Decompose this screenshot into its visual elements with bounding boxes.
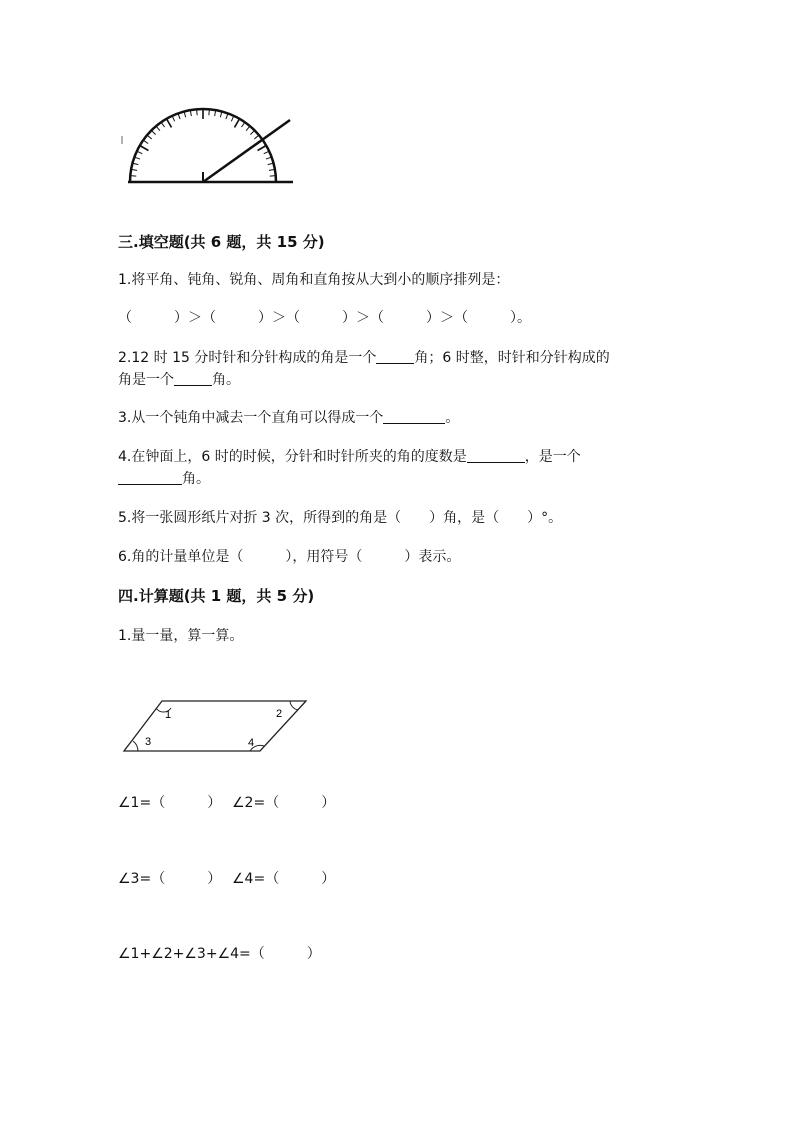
q4-blank-1[interactable]: [467, 448, 525, 463]
answer-angle-2: ∠2=（ ）: [232, 795, 336, 811]
q4-line2: [118, 468, 210, 490]
section4-title: 四.计算题(共 1 题，共 5 分): [118, 587, 315, 605]
answer-angle-4: ∠4=（ ）: [232, 871, 336, 887]
q2-line1: [118, 347, 610, 369]
q4-text-b: ，是一个: [524, 449, 581, 465]
section4-q1: 1.量一量，算一算。: [118, 628, 244, 644]
q3-text-a: 3.从一个钝角中减去一个直角可以得成一个: [118, 410, 384, 426]
angle-2-arc: [290, 701, 298, 710]
protractor-tick: [167, 119, 172, 128]
angle-label-3: 3: [145, 736, 152, 748]
q4-line1: [118, 446, 581, 468]
q3-blank[interactable]: [383, 409, 445, 424]
q4-text-a: 4.在钟面上，6 时的时候，分针和时针所夹的角的度数是: [118, 449, 467, 465]
protractor-tick: [258, 146, 267, 151]
q2-blank-2[interactable]: [174, 371, 212, 386]
q3-line: [118, 407, 459, 429]
section3-title: 三.填空题(共 6 题，共 15 分): [118, 233, 325, 251]
q2-text-a: 2.12 时 15 分时针和分针构成的角是一个: [118, 350, 377, 366]
protractor-tick: [140, 146, 149, 151]
angle-3-arc: [133, 741, 138, 751]
protractor-tick: [235, 119, 240, 128]
q3-text-b: 。: [445, 410, 460, 426]
q4-blank-2[interactable]: [118, 470, 182, 485]
angle-ray: [203, 120, 290, 182]
answer-angle-3: ∠3=（ ）: [118, 871, 222, 887]
q6-line: 6.角的计量单位是（ ），用符号（ ）表示。: [118, 549, 461, 565]
protractor-figure: [118, 100, 298, 190]
answer-angle-sum: ∠1+∠2+∠3+∠4=（ ）: [118, 946, 321, 962]
q1-line2: （ ）＞（ ）＞（ ）＞（ ）＞（ ）。: [118, 310, 531, 326]
q2-text-b: 角；6 时整，时针和分针构成的: [414, 350, 610, 366]
q2-text-c: 角是一个: [118, 372, 174, 388]
parallelogram-figure: [118, 692, 314, 758]
q5-line: 5.将一张圆形纸片对折 3 次，所得到的角是（ ）角，是（ ）°。: [118, 510, 563, 526]
angle-label-2: 2: [276, 708, 283, 720]
q2-line2: [118, 369, 240, 391]
angle-label-1: 1: [165, 709, 172, 721]
angle-label-4: 4: [248, 737, 255, 749]
q2-blank-1[interactable]: [376, 349, 414, 364]
q1-line1: 1.将平角、钝角、锐角、周角和直角按从大到小的顺序排列是：: [118, 272, 510, 288]
answer-angle-1: ∠1=（ ）: [118, 795, 222, 811]
q2-text-d: 角。: [212, 372, 240, 388]
q4-text-c: 角。: [182, 471, 210, 487]
